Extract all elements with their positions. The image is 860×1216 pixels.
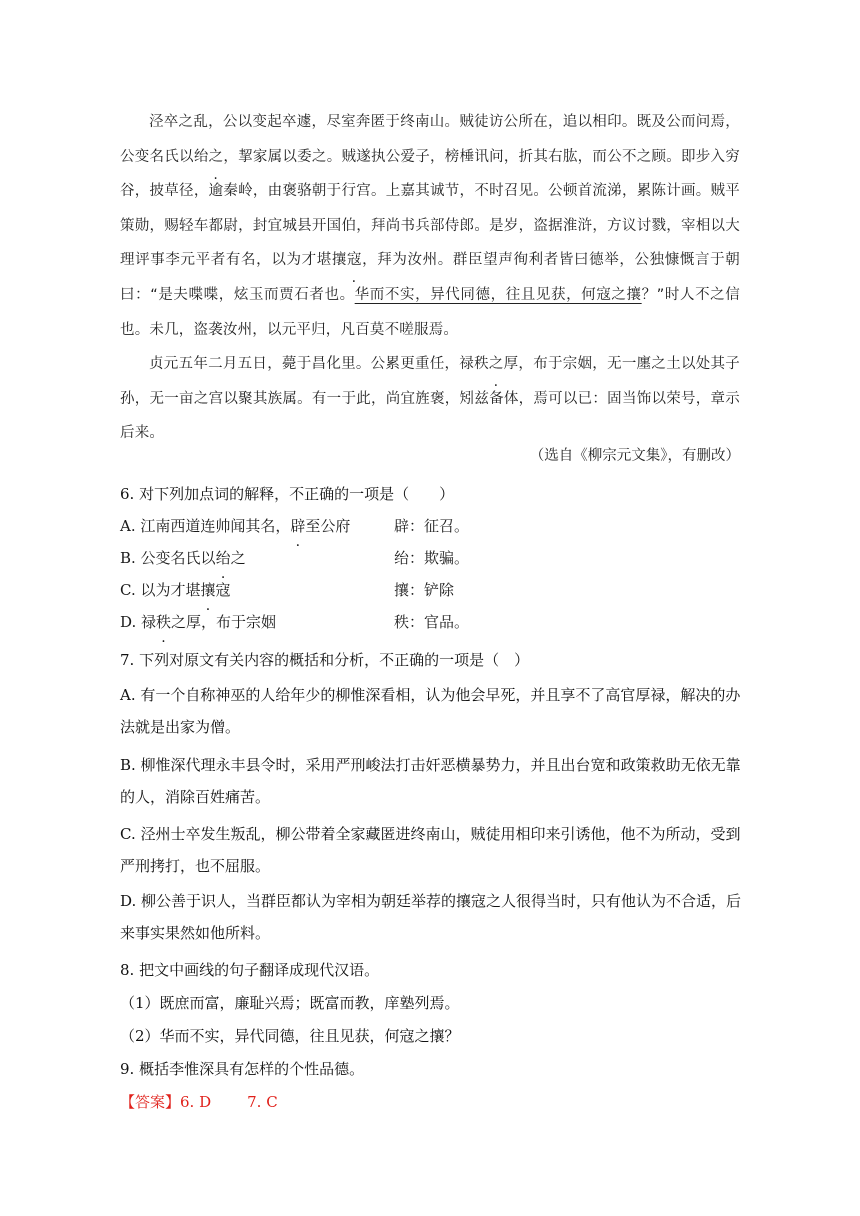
passage (120, 105, 740, 451)
underlined-sentence: 华而不实，异代同德，往且见获，何寇之攘 (354, 286, 642, 303)
option-text: B. 公变名氏以 (120, 549, 216, 567)
q7-option-a: A. 有一个自称神巫的人给年少的柳惟深看相，认为他会早死，并且享不了高官厚禄，解决的办法就是出家为僧。 (120, 686, 741, 736)
option-text: 至公府 (305, 517, 351, 535)
q6-option-a (120, 510, 470, 542)
passage-text: ？”时人不之信也。未几，盗袭汝州，以元平归，凡百莫不嗟服焉。 (120, 286, 740, 338)
dotted-word: 攘 (200, 581, 216, 599)
dotted-word: 绐 (193, 148, 209, 165)
question-6-stem: 6. 对下列加点词的解释，不正确的一项是（ ） (120, 485, 455, 503)
option-text: 寇 (215, 581, 231, 599)
q7-option-d: D. 柳公善于识人，当群臣都认为宰相为朝廷举荐的攘寇之人很得当时，只有他认为不合适，后来事实果然如他所料。 (120, 892, 742, 942)
passage-text: 泾卒之乱，公以变起卒遽，尽室奔匿于终南山。贼徒访公所在，追以相印。既及公而问焉，公变名氏以 (120, 114, 740, 165)
q7-option-c: C. 泾州士卒发生叛乱，柳公带着全家藏匿进终南山，贼徒用相印来引诱他，他不为所动，受到严刑拷打，也不屈服。 (120, 825, 741, 875)
dotted-word: 秩 (156, 613, 172, 631)
option-explanation: 攘：铲除 (394, 581, 455, 599)
option-explanation: 绐：欺骗。 (394, 549, 470, 567)
passage-paragraph-1 (120, 105, 740, 347)
dotted-word: 秩 (474, 356, 489, 373)
q7-option-b: B. 柳惟深代理永丰县令时，采用严刑峻法打击奸恶横暴势力，并且出台宽和政策救助无依无靠的人，消除百姓痛苦。 (120, 756, 741, 806)
option-explanation: 秩：官品。 (394, 613, 470, 631)
option-text: A. 江南西道连帅闻其名， (120, 517, 291, 535)
q6-option-d (120, 606, 470, 638)
option-explanation: 辟：征召。 (394, 517, 470, 535)
q6-option-b (120, 542, 470, 574)
answer-label: 【答案】 (120, 1093, 181, 1111)
option-text: 之 (230, 549, 246, 567)
dotted-word: 攘 (331, 252, 347, 269)
passage-paragraph-2 (120, 347, 740, 451)
option-text: 之厚，布于宗姻 (171, 613, 277, 631)
passage-text: 之厚，布于宗姻，无一廛之土以处其子孙，无一亩之宫以聚其族属。有一于此，尚宜旌褒，矧兹备体，焉可以已：固当饰以荣号，章示后来。 (120, 356, 740, 442)
q6-option-c (120, 574, 455, 606)
passage-text: 贞元五年二月五日，薨于昌化里。公累更重任，禄 (149, 356, 475, 373)
q8-sentence-1: （1）既庶而富，廉耻兴焉；既富而教，庠塾列焉。 (120, 994, 460, 1012)
source-citation: （选自《柳宗元文集》，有删改） (529, 448, 740, 464)
answer-7: 7. C (247, 1093, 278, 1111)
question-9-stem: 9. 概括李惟深具有怎样的个性品德。 (120, 1060, 365, 1078)
dotted-word: 绐 (215, 549, 231, 567)
q8-sentence-2: （2）华而不实，异代同德，往且见获，何寇之攘？ (120, 1027, 460, 1045)
question-7-stem: 7. 下列对原文有关内容的概括和分析，不正确的一项是（ ） (120, 651, 530, 669)
passage-text: 寇，拜为汝州。群臣望声徇利者皆曰德举，公独慷慨言于朝曰：“是夫喋喋，炫玉而贾石者也。 (120, 252, 740, 303)
answer-line (120, 1091, 278, 1112)
answer-6: 6. D (180, 1093, 212, 1111)
question-8-stem: 8. 把文中画线的句子翻译成现代汉语。 (120, 961, 380, 979)
option-text: D. 禄 (120, 613, 157, 631)
dotted-word: 辟 (290, 517, 306, 535)
option-text: C. 以为才堪 (120, 581, 201, 599)
passage-text: 之，挈家属以委之。贼遂执公爱子，榜棰讯问，折其右肱，而公不之顾。即步入穷谷，披草径，逾秦岭，由褒骆朝于行宫。上嘉其诚节，不时召见。公顿首流涕，累陈计画。贼平策勋，赐轻车都尉，封宜城县开国伯，拜尚书兵部侍郎。是岁，盗据淮浒，方议讨戮，宰相以大理评事李元平者有名，以为才堪 (120, 148, 741, 269)
